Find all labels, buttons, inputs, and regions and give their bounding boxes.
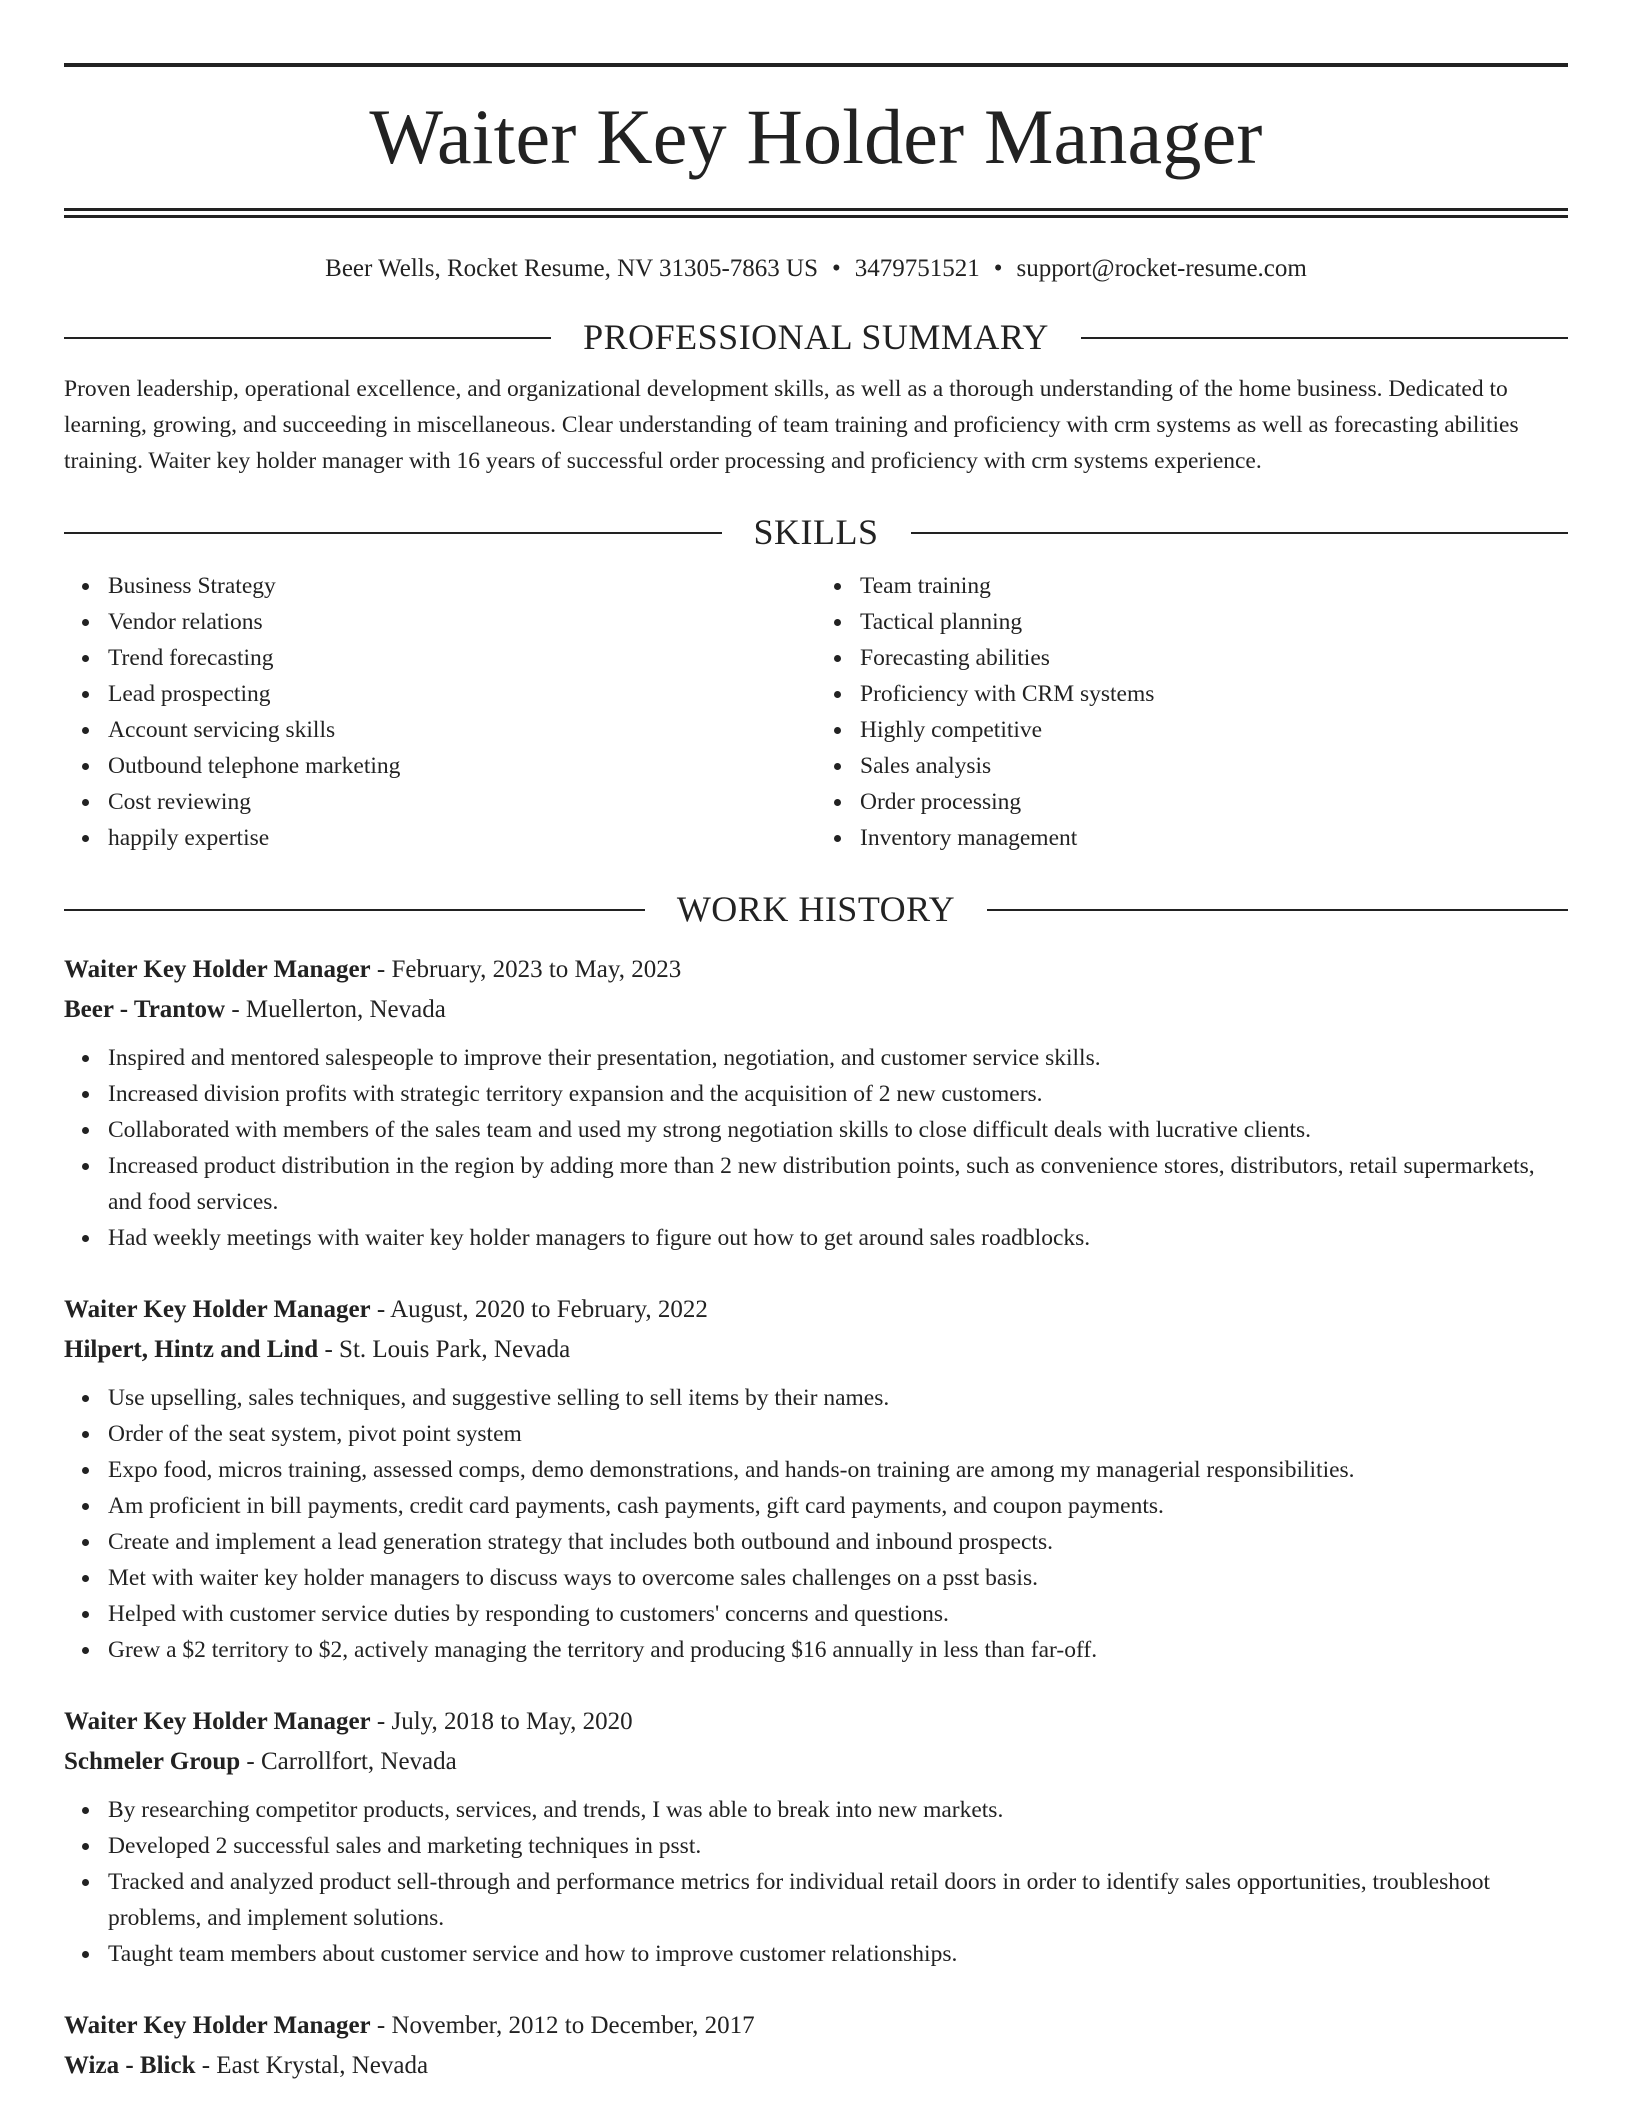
skill-item: Account servicing skills <box>108 712 816 748</box>
job-bullet: Order of the seat system, pivot point system <box>108 1416 1568 1452</box>
job-location: - St. Louis Park, Nevada <box>318 1335 571 1363</box>
job-dates: - July, 2018 to May, 2020 <box>370 1707 633 1735</box>
job-bullet: Increased division profits with strategic territory expansion and the acquisition of 2 new customers. <box>108 1076 1568 1112</box>
job-title-line <box>64 1702 1568 1742</box>
job-bullet: By researching competitor products, services, and trends, I was able to break into new markets. <box>108 1792 1568 1828</box>
skill-item: Business Strategy <box>108 568 816 604</box>
skill-item: Forecasting abilities <box>860 640 1568 676</box>
section-rule <box>64 532 722 534</box>
contact-address: Beer Wells, Rocket Resume, NV 31305-7863 US <box>325 255 819 282</box>
job-title-line <box>64 1290 1568 1330</box>
job-bullet: Expo food, micros training, assessed comps, demo demonstrations, and hands-on training are among my managerial responsibilities. <box>108 1452 1568 1488</box>
skill-item: Proficiency with CRM systems <box>860 676 1568 712</box>
job-bullet: Collaborated with members of the sales team and used my strong negotiation skills to close difficult deals with lucrative clients. <box>108 1112 1568 1148</box>
skill-item: Trend forecasting <box>108 640 816 676</box>
job-company-line <box>64 990 1568 1030</box>
job-title: Waiter Key Holder Manager <box>64 1295 371 1323</box>
skill-item: Inventory management <box>860 820 1568 856</box>
skill-item: Outbound telephone marketing <box>108 748 816 784</box>
skill-item: Order processing <box>860 784 1568 820</box>
contact-line <box>64 254 1568 284</box>
job-title: Waiter Key Holder Manager <box>64 955 371 983</box>
summary-text: Proven leadership, operational excellence, and organizational development skills, as well as a thorough understanding of the home business. Dedicated to learning, growing, and succeeding in miscellaneous. Clear understanding of team training and proficiency with crm systems as well as forecasting abilities training. Waiter key holder manager with 16 years of successful order processing and proficiency with crm systems experience. <box>64 376 1519 475</box>
job-company: Schmeler Group <box>64 1747 241 1775</box>
header-double-rule <box>64 208 1568 218</box>
job-bullet: Helped with customer service duties by responding to customers' concerns and questions. <box>108 1596 1568 1632</box>
skills-section-header <box>64 511 1568 554</box>
summary-section-title: PROFESSIONAL SUMMARY <box>583 317 1049 357</box>
job-bullet: Inspired and mentored salespeople to improve their presentation, negotiation, and customer service skills. <box>108 1040 1568 1076</box>
job-company-line <box>64 1742 1568 1782</box>
job-bullet: Developed 2 successful sales and marketing techniques in psst. <box>108 1828 1568 1864</box>
section-rule <box>1081 337 1568 339</box>
job-entry <box>64 2006 1568 2086</box>
skills-left-column <box>64 568 816 856</box>
skill-item: Highly competitive <box>860 712 1568 748</box>
job-entry <box>64 1290 1568 1668</box>
skill-item: Cost reviewing <box>108 784 816 820</box>
job-bullets <box>64 1792 1568 1972</box>
job-location: - Muellerton, Nevada <box>225 995 446 1023</box>
contact-email[interactable]: support@rocket-resume.com <box>1016 255 1307 282</box>
job-company: Wiza - Blick <box>64 2051 196 2079</box>
work-section-title: WORK HISTORY <box>676 889 956 930</box>
job-bullet: Increased product distribution in the region by adding more than 2 new distribution points, such as convenience stores, distributors, retail supermarkets, and food services. <box>108 1148 1568 1220</box>
job-bullet: Grew a $2 territory to $2, actively managing the territory and producing $16 annually in less than far-off. <box>108 1632 1568 1668</box>
work-section-header <box>64 888 1568 931</box>
job-bullet: Am proficient in bill payments, credit card payments, cash payments, gift card payments, and coupon payments. <box>108 1488 1568 1524</box>
job-dates: - August, 2020 to February, 2022 <box>370 1295 708 1323</box>
job-bullet: Had weekly meetings with waiter key holder managers to figure out how to get around sales roadblocks. <box>108 1220 1568 1256</box>
job-company: Hilpert, Hintz and Lind <box>64 1335 319 1363</box>
job-dates: - February, 2023 to May, 2023 <box>370 955 682 983</box>
skill-item: Tactical planning <box>860 604 1568 640</box>
contact-separator: • <box>993 255 1003 282</box>
job-title: Waiter Key Holder Manager <box>64 1707 371 1735</box>
contact-phone: 3479751521 <box>854 255 980 282</box>
job-dates: - November, 2012 to December, 2017 <box>370 2011 755 2039</box>
skill-item: Vendor relations <box>108 604 816 640</box>
job-company-line <box>64 1330 1568 1370</box>
section-rule <box>911 532 1569 534</box>
job-location: - Carrollfort, Nevada <box>240 1747 457 1775</box>
skills-right-column <box>816 568 1568 856</box>
job-entry <box>64 950 1568 1256</box>
job-company-line <box>64 2046 1568 2086</box>
section-rule <box>64 337 551 339</box>
job-bullet: Use upselling, sales techniques, and suggestive selling to sell items by their names. <box>108 1380 1568 1416</box>
job-bullet: Taught team members about customer service and how to improve customer relationships. <box>108 1936 1568 1972</box>
job-bullet: Tracked and analyzed product sell-through and performance metrics for individual retail doors in order to identify sales opportunities, troubleshoot problems, and implement solutions. <box>108 1864 1568 1936</box>
job-bullet: Met with waiter key holder managers to discuss ways to overcome sales challenges on a psst basis. <box>108 1560 1568 1596</box>
job-bullet: Create and implement a lead generation strategy that includes both outbound and inbound prospects. <box>108 1524 1568 1560</box>
job-bullets <box>64 1380 1568 1668</box>
skills-section-title: SKILLS <box>753 512 879 553</box>
skill-item: Lead prospecting <box>108 676 816 712</box>
skill-item: Sales analysis <box>860 748 1568 784</box>
job-entry <box>64 1702 1568 1972</box>
section-rule <box>987 909 1568 911</box>
job-title-line <box>64 950 1568 990</box>
job-title: Waiter Key Holder Manager <box>64 2011 371 2039</box>
job-location: - East Krystal, Nevada <box>195 2051 429 2079</box>
resume-name: Waiter Key Holder Manager <box>369 93 1263 180</box>
top-rule <box>64 63 1568 67</box>
job-bullets <box>64 1040 1568 1256</box>
section-rule <box>64 909 645 911</box>
summary-section-header <box>64 316 1568 359</box>
work-history-list <box>64 950 1568 2086</box>
skill-item: Team training <box>860 568 1568 604</box>
skills-grid <box>64 568 1568 856</box>
skill-item: happily expertise <box>108 820 816 856</box>
contact-separator: • <box>832 255 841 282</box>
job-title-line <box>64 2006 1568 2046</box>
job-company: Beer - Trantow <box>64 995 226 1023</box>
